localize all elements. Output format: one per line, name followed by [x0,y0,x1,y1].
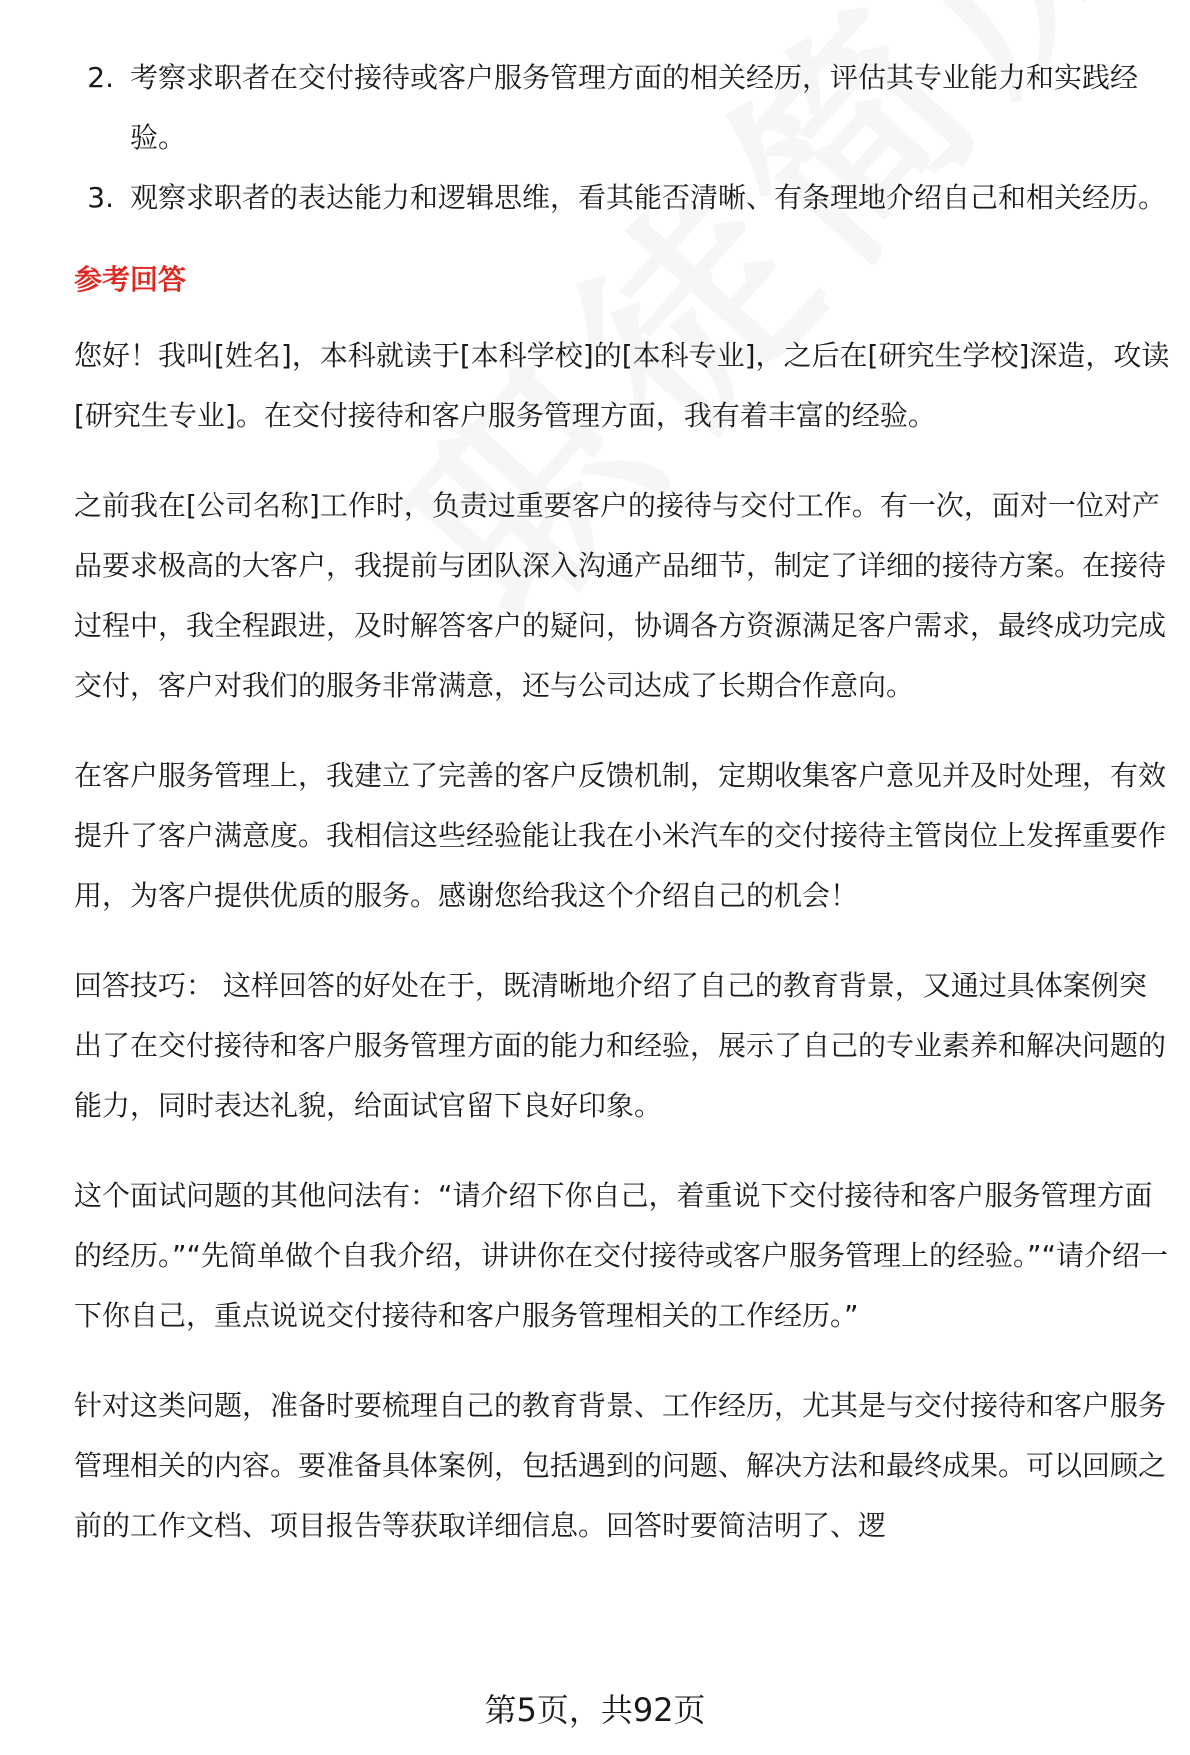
paragraph-experience: 之前我在[公司名称]工作时，负责过重要客户的接待与交付工作。有一次，面对一位对产品要求极高的大客户，我提前与团队深入沟通产品细节，制定了详细的接待方案。在接待过程中，我全程跟进，及时解答客户的疑问，协调各方资源满足客户需求，最终成功完成交付，客户对我们的服务非常满意，还与公司达成了长期合作意向。 [74,489,1167,702]
paragraph-tips: 回答技巧： 这样回答的好处在于，既清晰地介绍了自己的教育背景，又通过具体案例突出了在交付接待和客户服务管理方面的能力和经验，展示了自己的专业素养和解决问题的能力，同时表达礼貌，给面试官留下良好印象。 [74,969,1167,1122]
paragraph-intro: 您好！我叫[姓名]，本科就读于[本科学校]的[本科专业]，之后在[研究生学校]深造，攻读[研究生专业]。在交付接待和客户服务管理方面，我有着丰富的经验。 [74,339,1170,432]
list-item-text: 观察求职者的表达能力和逻辑思维，看其能否清晰、有条理地介绍自己和相关经历。 [130,181,1167,214]
list-item-text: 考察求职者在交付接待或客户服务管理方面的相关经历，评估其专业能力和实践经验。 [130,61,1139,154]
paragraph-preparation: 针对这类问题，准备时要梳理自己的教育背景、工作经历，尤其是与交付接待和客户服务管理相关的内容。要准备具体案例，包括遇到的问题、解决方法和最终成果。可以回顾之前的工作文档、项目报告等获取详细信息。回答时要简洁明了、逻 [74,1389,1167,1542]
paragraph-service: 在客户服务管理上，我建立了完善的客户反馈机制，定期收集客户意见并及时处理，有效提升了客户满意度。我相信这些经验能让我在小米汽车的交付接待主管岗位上发挥重要作用，为客户提供优质的服务。感谢您给我这个介绍自己的机会！ [74,759,1167,912]
list-item-number: 3. [87,181,114,214]
paragraph-alternatives: 这个面试问题的其他问法有：“请介绍下你自己，着重说下交付接待和客户服务管理方面的经历。”“先简单做个自我介绍，讲讲你在交付接待或客户服务管理上的经验。”“请介绍一下你自己，重点说说交付接待和客户服务管理相关的工作经历。” [74,1179,1169,1332]
numbered-list [74,48,1170,228]
list-item [74,48,1170,168]
section-heading: 参考回答 [74,263,187,296]
page-number: 第5页，共92页 [484,1691,706,1729]
list-item-number: 2. [87,61,114,94]
page-content [74,48,1170,1586]
list-item [74,168,1170,228]
